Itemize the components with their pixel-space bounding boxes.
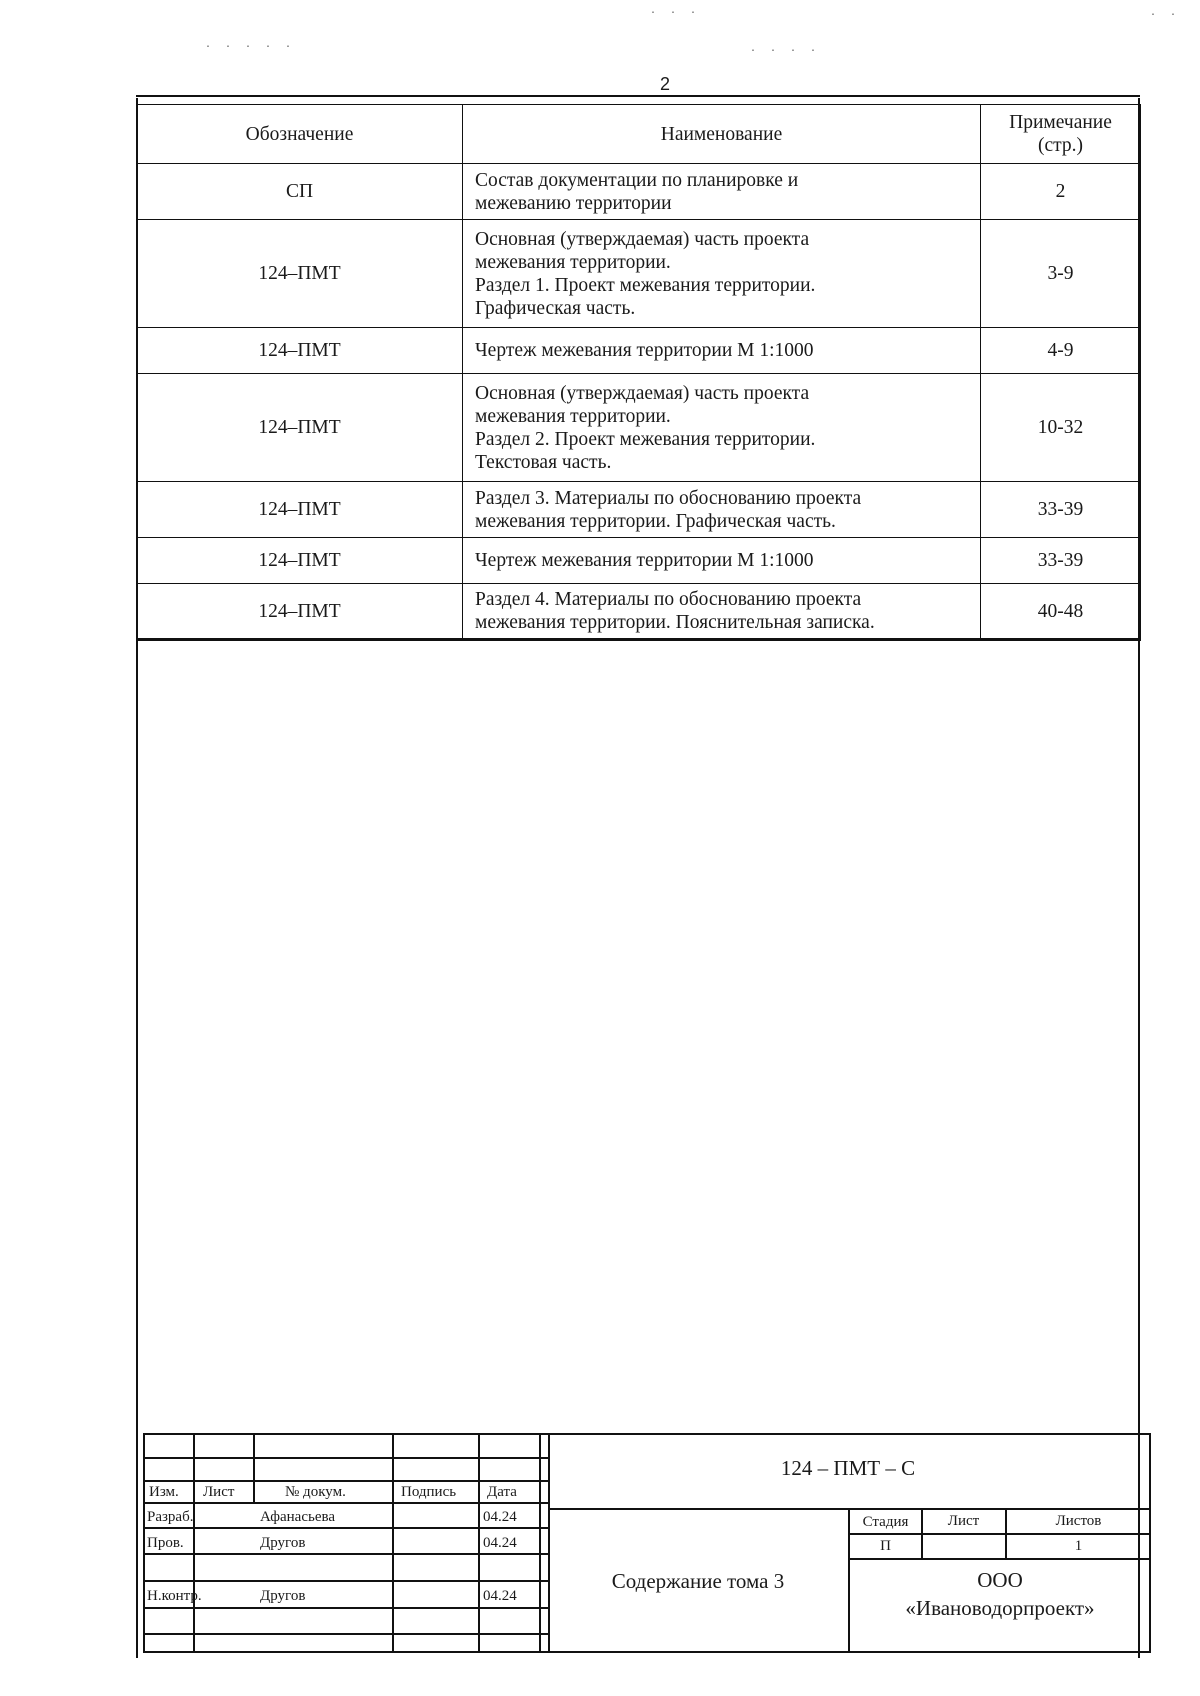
- row-designation: СП: [137, 164, 463, 220]
- table-row: [137, 538, 1141, 584]
- row-designation: 124–ПМТ: [137, 482, 463, 538]
- row-name-line: межевания территории. Пояснительная записка.: [475, 612, 875, 633]
- tb-stage-value: П: [880, 1538, 891, 1554]
- row-name-line: Текстовая часть.: [475, 451, 612, 473]
- header-note: [981, 105, 1141, 164]
- row-pages: 4-9: [981, 328, 1141, 374]
- table-row: [137, 164, 1141, 220]
- header-note-line: Примечание: [1009, 112, 1112, 133]
- row-name-line: Раздел 3. Материалы по обоснованию проекта: [475, 487, 862, 509]
- row-name-line: Чертеж межевания территории М 1:1000: [475, 550, 814, 571]
- tb-header-list: Лист: [203, 1484, 235, 1500]
- header-note-line: (стр.): [1037, 135, 1084, 156]
- tb-person: Другов: [260, 1588, 306, 1604]
- table-row: [137, 328, 1141, 374]
- tb-stage-label: Стадия: [862, 1514, 909, 1530]
- row-name: [463, 584, 981, 640]
- tb-date: 04.24: [483, 1535, 517, 1551]
- row-designation: 124–ПМТ: [137, 584, 463, 640]
- header-designation: Обозначение: [137, 105, 463, 164]
- scan-artifact: · · · ·: [750, 46, 821, 57]
- tb-role: Разраб.: [147, 1509, 194, 1525]
- row-name-line: межевания территории.: [475, 405, 671, 427]
- scan-artifact: · · ·: [650, 8, 701, 19]
- top-rule: [136, 95, 1140, 97]
- header-name: Наименование: [463, 105, 981, 164]
- row-name-line: Чертеж межевания территории М 1:1000: [475, 340, 814, 361]
- row-name-line: Раздел 2. Проект межевания территории.: [475, 428, 816, 450]
- tb-sheet-label: Лист: [947, 1513, 980, 1529]
- tb-date: 04.24: [483, 1588, 517, 1604]
- page-number: 2: [660, 74, 671, 94]
- row-pages: 33-39: [981, 482, 1141, 538]
- table-row: [137, 482, 1141, 538]
- row-designation: 124–ПМТ: [137, 374, 463, 482]
- row-name: [463, 164, 981, 220]
- row-pages: 3-9: [981, 220, 1141, 328]
- row-pages: 33-39: [981, 538, 1141, 584]
- tb-person: Афанасьева: [260, 1509, 336, 1525]
- tb-role: Пров.: [147, 1535, 184, 1551]
- row-name-line: Состав документации по планировке и: [475, 169, 799, 191]
- organization-line1: ООО: [977, 1568, 1023, 1592]
- row-designation: 124–ПМТ: [137, 538, 463, 584]
- table-row: [137, 220, 1141, 328]
- row-pages: 40-48: [981, 584, 1141, 640]
- row-name-line: Раздел 4. Материалы по обоснованию проекта: [475, 589, 862, 610]
- table-row: [137, 584, 1141, 640]
- tb-header-date: Дата: [487, 1484, 517, 1500]
- row-pages: 2: [981, 164, 1141, 220]
- table-header-row: [137, 105, 1141, 164]
- tb-date: 04.24: [483, 1509, 517, 1525]
- row-name: [463, 374, 981, 482]
- tb-header-sign: Подпись: [401, 1484, 457, 1500]
- row-name-line: межеванию территории: [475, 192, 672, 214]
- table-row: [137, 374, 1141, 482]
- row-name-line: межевания территории.: [475, 251, 671, 273]
- row-designation: 124–ПМТ: [137, 220, 463, 328]
- tb-sheets-label: Листов: [1055, 1513, 1102, 1529]
- tb-person: Другов: [260, 1535, 306, 1551]
- row-name: [463, 482, 981, 538]
- document-code: 124 – ПМТ – С: [780, 1456, 916, 1480]
- row-pages: 10-32: [981, 374, 1141, 482]
- organization-line2: «Ивановодорпроект»: [905, 1596, 1095, 1620]
- contents-table: [136, 104, 1141, 641]
- row-name-line: Основная (утверждаемая) часть проекта: [475, 228, 810, 250]
- row-name: [463, 328, 981, 374]
- document-title: Содержание тома 3: [611, 1569, 785, 1593]
- row-designation: 124–ПМТ: [137, 328, 463, 374]
- row-name-line: Графическая часть.: [475, 297, 636, 319]
- title-block: [143, 1433, 1151, 1653]
- tb-role: Н.контр.: [147, 1588, 202, 1604]
- row-name-line: межевания территории. Графическая часть.: [475, 510, 836, 532]
- scan-artifact: · ·: [1150, 10, 1181, 21]
- scan-artifact: · · · · ·: [205, 42, 296, 53]
- tb-header-izm: Изм.: [149, 1484, 179, 1500]
- tb-sheets-value: 1: [1074, 1538, 1083, 1554]
- row-name-line: Основная (утверждаемая) часть проекта: [475, 382, 810, 404]
- row-name: [463, 220, 981, 328]
- tb-header-docno: № докум.: [285, 1484, 346, 1500]
- row-name: [463, 538, 981, 584]
- row-name-line: Раздел 1. Проект межевания территории.: [475, 274, 816, 296]
